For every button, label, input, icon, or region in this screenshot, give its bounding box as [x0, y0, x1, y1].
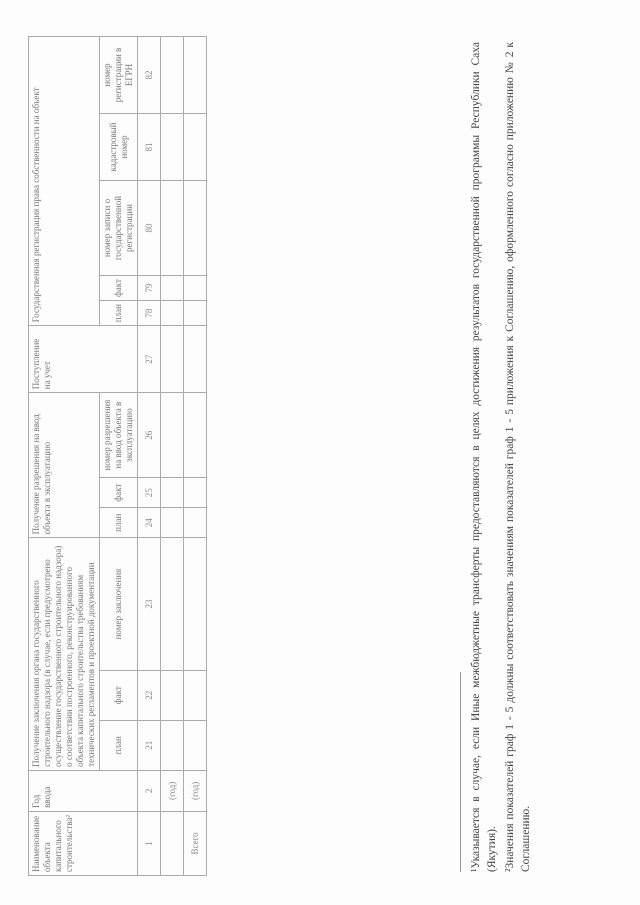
header-fact: факт [100, 670, 138, 720]
col-num: 27 [138, 326, 161, 393]
footnote-separator [460, 672, 461, 872]
col-num: 78 [138, 301, 161, 326]
table-row-numbers [138, 37, 161, 876]
col-num: 1 [138, 811, 161, 875]
table-row [161, 37, 184, 876]
header-year: Год ввода [29, 770, 138, 811]
row-total: Всего [184, 811, 207, 875]
col-num: 2 [138, 770, 161, 811]
header-number: номер заключения [100, 538, 138, 670]
rotated-landscape-content [20, 22, 620, 882]
row-year: (год) [184, 770, 207, 811]
header-plan: план [100, 720, 138, 770]
col-num: 21 [138, 720, 161, 770]
header-object-name: Наименование объекта капитального строительства² [29, 811, 138, 875]
header-registration: Государственная регистрация права собственности на объект [29, 37, 100, 326]
col-num: 22 [138, 670, 161, 720]
col-num: 25 [138, 478, 161, 508]
header-use-permit: Получение разрешения на ввод объекта в эксплуатацию [29, 393, 100, 538]
col-num: 82 [138, 37, 161, 114]
header-transfer: Поступление на учет [29, 326, 138, 393]
results-table [28, 36, 207, 876]
header-reg-record: номер записи о государственной регистрации [100, 181, 138, 276]
footnote-2: ²Значения показателей граф 1 - 5 должны соответствовать значениям показателей граф 1 - 5 приложения к Соглашению, оформленного согласно приложению № 2 к Соглашению. [504, 42, 532, 872]
header-fact-2: факт [100, 478, 138, 508]
header-reg-cadastral: кадастровый номер [100, 114, 138, 181]
footnote-1: ¹Указывается в случае, если Иные межбюджетные трансферты предоставляются в целях достижения результатов государственной программы Республики Саха (Якутия). [470, 42, 498, 872]
header-permit-number: номер разрешения на ввод объекта в эксплуатацию [100, 393, 138, 478]
row-year: (год) [161, 770, 184, 811]
table-row [184, 37, 207, 876]
header-reg-plan: план [100, 301, 138, 326]
col-num: 24 [138, 508, 161, 538]
col-num: 81 [138, 114, 161, 181]
header-reg-rk: номер регистрации в ЕГРН [100, 37, 138, 114]
header-plan-2: план [100, 508, 138, 538]
col-num: 80 [138, 181, 161, 276]
header-reg-fact: факт [100, 276, 138, 301]
header-permit: Получение заключения органа государственного строительного надзора (в случае, если предусмотрено осуществление государственного строительного надзора) о соответствии построенного, реконструированного объекта капитального строительства требованиям технических регламентов и проектной документации [29, 538, 100, 771]
col-num: 79 [138, 276, 161, 301]
col-num: 23 [138, 538, 161, 670]
col-num: 26 [138, 393, 161, 478]
